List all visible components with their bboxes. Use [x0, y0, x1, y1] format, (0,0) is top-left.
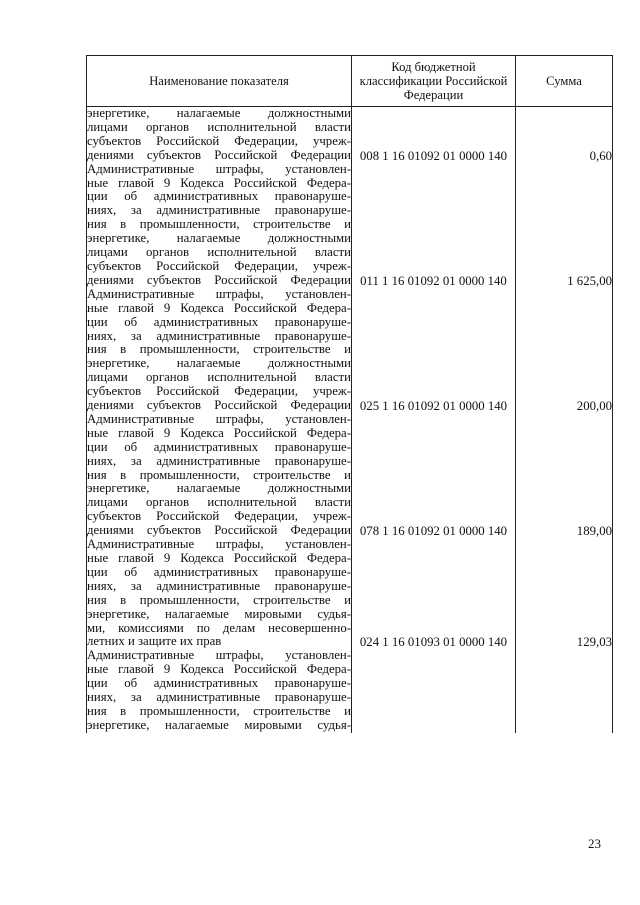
table-header [87, 56, 613, 107]
table-row [87, 538, 613, 649]
indicator-name-line: энергетике, налагаемые должностными [87, 356, 351, 371]
indicator-name-cell [87, 163, 352, 288]
budget-code-cell: 078 1 16 01092 01 0000 140 [352, 413, 516, 538]
sum-cell: 200,00 [516, 288, 613, 413]
indicator-name-line: ции об административных правонаруше- [87, 439, 351, 454]
sum-cell: 0,60 [516, 107, 613, 163]
table-row [87, 107, 613, 163]
indicator-name-line: ми, комиссиями по делам несовершенно- [87, 620, 351, 635]
budget-code-cell: 024 1 16 01093 01 0000 140 [352, 538, 516, 649]
table-row [87, 649, 613, 732]
indicator-name-line: лицами органов исполнительной власти [87, 370, 351, 385]
indicator-name-line: субъектов Российской Федерации, учреж- [87, 258, 351, 273]
header-code: Код бюджетной классификации Российской Федерации [352, 56, 516, 107]
indicator-name-line: ные главой 9 Кодекса Российской Федера- [87, 662, 351, 677]
indicator-name-line: энергетике, налагаемые должностными [87, 231, 351, 246]
indicator-name-line: ные главой 9 Кодекса Российской Федера- [87, 425, 351, 440]
indicator-name-line: ния в промышленности, строительстве и [87, 592, 351, 607]
indicator-name-line: Административные штрафы, установлен- [87, 286, 351, 301]
indicator-name-line: Административные штрафы, установлен- [87, 161, 351, 176]
indicator-name-line: ния в промышленности, строительстве и [87, 217, 351, 232]
indicator-name-line: дениями субъектов Российской Федерации [87, 147, 351, 162]
indicator-name-cell [87, 538, 352, 649]
indicator-name-line: ции об административных правонаруше- [87, 314, 351, 329]
header-sum: Сумма [516, 56, 613, 107]
indicator-name-line: субъектов Российской Федерации, учреж- [87, 509, 351, 524]
indicator-name-cell [87, 649, 352, 732]
indicator-name-line: энергетике, налагаемые мировыми судья- [87, 606, 351, 621]
indicator-name-line: ниях, за административные правонаруше- [87, 328, 351, 343]
indicator-name-line: энергетике, налагаемые должностными [87, 106, 351, 120]
indicator-name-line: ниях, за административные правонаруше- [87, 453, 351, 468]
indicator-name-line: ции об административных правонаруше- [87, 676, 351, 691]
indicator-name-line: энергетике, налагаемые должностными [87, 481, 351, 496]
indicator-name-line: лицами органов исполнительной власти [87, 119, 351, 134]
table-row [87, 288, 613, 413]
sum-cell [516, 649, 613, 732]
indicator-name-line: ции об административных правонаруше- [87, 564, 351, 579]
budget-code-cell: 011 1 16 01092 01 0000 140 [352, 163, 516, 288]
indicator-name-line: субъектов Российской Федерации, учреж- [87, 133, 351, 148]
indicator-name-line: ные главой 9 Кодекса Российской Федера- [87, 175, 351, 190]
indicator-name-line: Административные штрафы, установлен- [87, 537, 351, 552]
indicator-name-cell [87, 413, 352, 538]
budget-code-cell: 025 1 16 01092 01 0000 140 [352, 288, 516, 413]
table-row [87, 413, 613, 538]
header-name: Наименование показателя [87, 56, 352, 107]
indicator-name-line: дениями субъектов Российской Федерации [87, 523, 351, 538]
indicator-name-line: Административные штрафы, установлен- [87, 411, 351, 426]
indicator-name-cell [87, 107, 352, 163]
budget-table [86, 55, 613, 733]
indicator-name-line: дениями субъектов Российской Федерации [87, 272, 351, 287]
indicator-name-line: ции об административных правонаруше- [87, 189, 351, 204]
indicator-name-line: ные главой 9 Кодекса Российской Федера- [87, 300, 351, 315]
indicator-name-line: ные главой 9 Кодекса Российской Федера- [87, 551, 351, 565]
indicator-name-line: ниях, за административные правонаруше- [87, 690, 351, 705]
table-row [87, 163, 613, 288]
indicator-name-line: ния в промышленности, строительстве и [87, 703, 351, 718]
indicator-name-line: энергетике, налагаемые мировыми судья- [87, 717, 351, 732]
table-body [87, 107, 613, 733]
indicator-name-line: лицами органов исполнительной власти [87, 495, 351, 510]
indicator-name-line: летних и защите их прав [87, 634, 222, 649]
indicator-name-cell [87, 288, 352, 413]
page-number: 23 [588, 836, 601, 851]
budget-code-cell: 008 1 16 01092 01 0000 140 [352, 107, 516, 163]
indicator-name-line: субъектов Российской Федерации, учреж- [87, 384, 351, 399]
indicator-name-line: ниях, за административные правонаруше- [87, 578, 351, 593]
indicator-name-line: дениями субъектов Российской Федерации [87, 398, 351, 413]
indicator-name-line: Административные штрафы, установлен- [87, 648, 351, 663]
indicator-name-line: ния в промышленности, строительстве и [87, 342, 351, 357]
budget-code-cell [352, 649, 516, 732]
indicator-name-line: ния в промышленности, строительстве и [87, 467, 351, 482]
indicator-name-line: ниях, за административные правонаруше- [87, 203, 351, 218]
sum-cell: 189,00 [516, 413, 613, 538]
indicator-name-line: лицами органов исполнительной власти [87, 245, 351, 260]
sum-cell: 1 625,00 [516, 163, 613, 288]
sum-cell: 129,03 [516, 538, 613, 649]
